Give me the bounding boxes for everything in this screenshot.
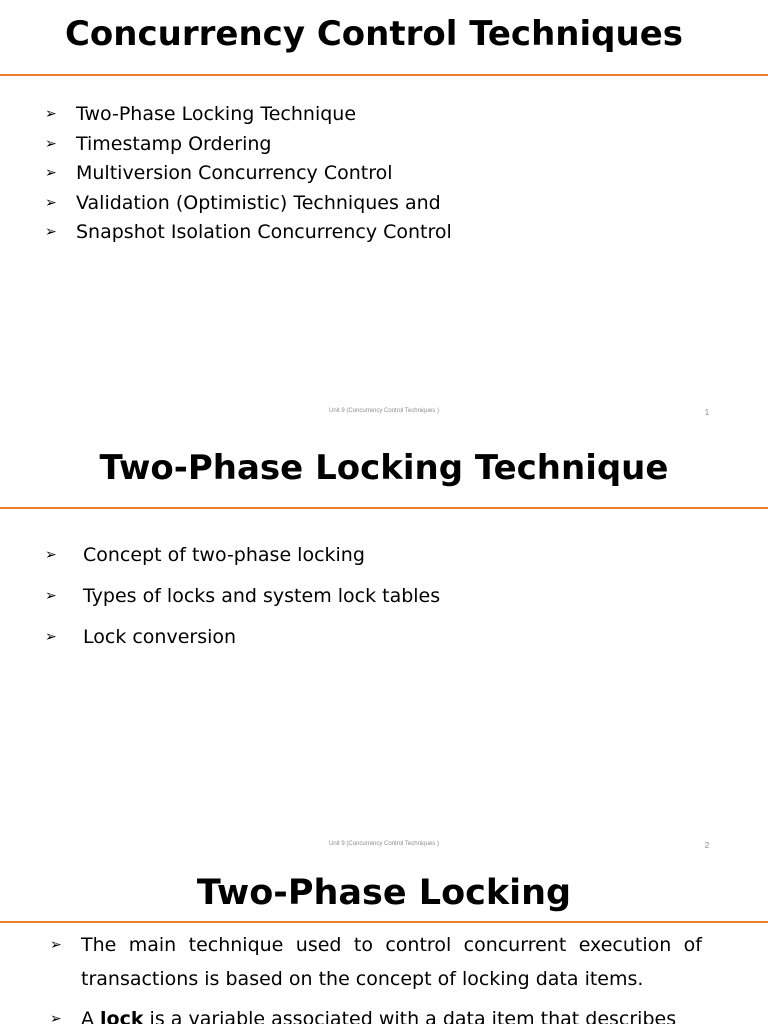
list-item [45,130,452,160]
list-item [45,100,452,130]
list-item [45,159,452,189]
slide-3 [0,864,768,1024]
slide-title: Two-Phase Locking Technique [99,448,669,488]
list-item-text: Timestamp Ordering [76,132,272,155]
arrowhead-bullet-icon: ➢ [45,106,57,122]
list-item-text-prefix: A [81,1008,101,1024]
arrowhead-bullet-icon: ➢ [45,194,57,211]
list-item [45,538,440,579]
slide-title: Two-Phase Locking [196,873,572,913]
arrowhead-bullet-icon: ➢ [50,937,62,953]
slide-number: 1 [704,408,710,417]
arrowhead-bullet-icon: ➢ [45,629,57,645]
slide-title: Concurrency Control Techniques [64,14,683,54]
slide-footer: Unit 9 (Concurrency Control Techniques ) [329,841,439,847]
list-item [45,620,440,661]
arrowhead-bullet-icon: ➢ [45,224,57,241]
arrowhead-bullet-icon: ➢ [50,1011,62,1024]
list-item-text: Snapshot Isolation Concurrency Control [76,221,452,244]
bullet-list [45,100,452,248]
title-divider [0,507,768,509]
slide-footer: Unit 9 (Concurrency Control Techniques ) [329,408,439,414]
list-item [45,218,452,248]
list-item-text: Validation (Optimistic) Techniques and [76,191,441,214]
slide-2 [0,432,768,864]
list-item-text: Concept of two-phase locking [83,544,365,566]
list-item [50,928,702,996]
title-divider [0,74,768,76]
list-item-text: The main technique used to control concurrent execution of transactions is based on the concept of locking data items. [81,934,702,990]
arrowhead-bullet-icon: ➢ [45,547,57,563]
arrowhead-bullet-icon: ➢ [45,588,57,604]
list-item-text-suffix: is a variable associated with a data item that describes [143,1008,677,1024]
bold-term-lock: lock [100,1008,144,1024]
arrowhead-bullet-icon: ➢ [45,135,57,152]
list-item-text: Lock conversion [83,626,237,648]
list-item [45,189,452,219]
slide-1 [0,0,768,432]
list-item [45,579,440,620]
list-item-text: Types of locks and system lock tables [83,585,441,607]
list-item [50,1002,702,1024]
arrowhead-bullet-icon: ➢ [45,165,57,182]
bullet-list [45,538,440,661]
list-item-text [81,1008,676,1024]
list-item-text: Two-Phase Locking Technique [76,103,357,125]
slide-number: 2 [704,841,710,850]
list-item-text: Multiversion Concurrency Control [76,162,393,185]
title-divider [0,921,768,923]
bullet-list [50,928,702,1024]
